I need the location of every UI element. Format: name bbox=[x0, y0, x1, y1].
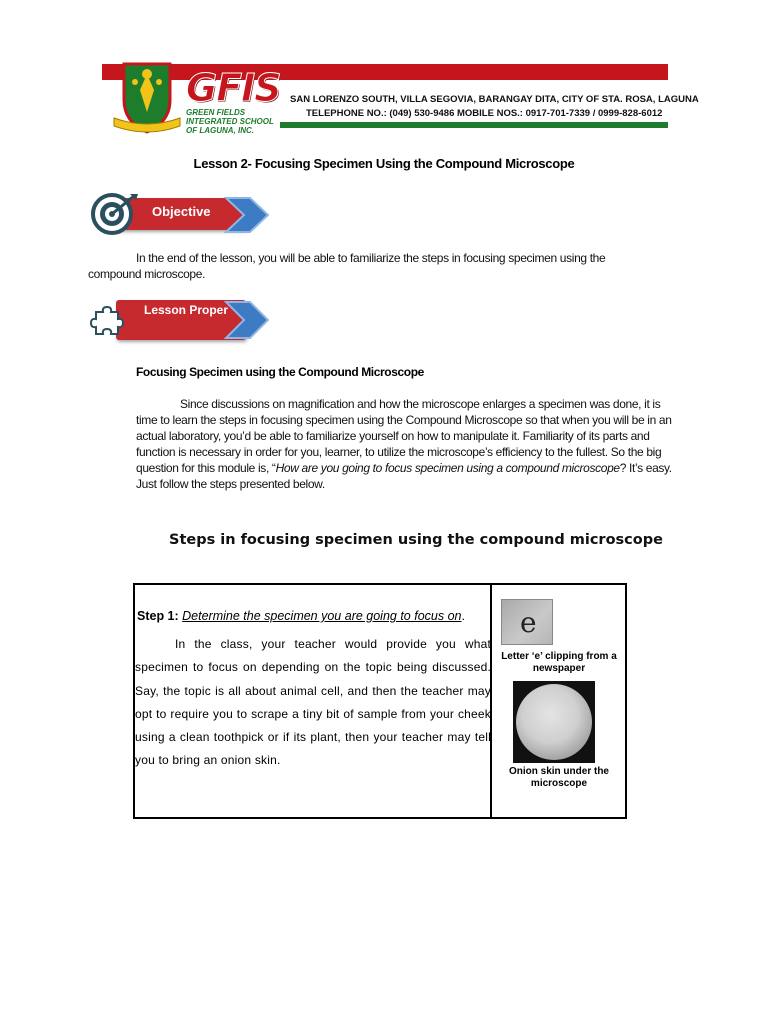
school-header bbox=[102, 60, 699, 135]
school-telephone: TELEPHONE NO.: (049) 530-9486 MOBILE NOS.: 0917-701-7339 / 0999-828-6012 bbox=[306, 108, 663, 119]
chevron-right-icon bbox=[224, 300, 272, 340]
step-body: In the class, your teacher would provide you what specimen to focus on depending on the topic being discussed. Say, the topic is all about animal cell, and then the teacher may opt to require you to scrape a tiny bit of sample from your cheek using a clean toothpick or if its plant, then your teacher may tell you to bring an onion skin. bbox=[135, 637, 491, 768]
school-name: GREEN FIELDS INTEGRATED SCHOOL OF LAGUNA, INC. bbox=[186, 108, 274, 135]
step-label: Step 1 bbox=[137, 609, 175, 623]
objective-banner bbox=[90, 192, 280, 236]
school-address: SAN LORENZO SOUTH, VILLA SEGOVIA, BARANGAY DITA, CITY OF STA. ROSA, LAGUNA bbox=[290, 94, 699, 105]
letter-e-glyph: e bbox=[520, 606, 537, 639]
letter-e-caption: Letter ‘e’ clipping from a newspaper bbox=[501, 651, 617, 674]
school-crest-logo bbox=[110, 60, 184, 134]
lesson-proper-label: Lesson Proper bbox=[144, 303, 229, 317]
step-table bbox=[133, 583, 627, 819]
objective-text: In the end of the lesson, you will be able to familiarize the steps in focusing specimen using the compound microscope. bbox=[88, 251, 606, 281]
paragraph-text: Since discussions on magnification and how the microscope enlarges a specimen was done, it is time to learn the steps in focusing specimen using the Compound Microscope so that when you will be in an actual laboratory, you’d be able to familiarize yourself on how to manipulate it. Familiarity of its parts and function is necessary in order for you, learner, to utilize the microscope’s efficiency to the fullest. So the big question for this module is, “ bbox=[136, 397, 672, 475]
step-title: Determine the specimen you are going to focus on bbox=[182, 609, 462, 623]
onion-skin-caption: Onion skin under the microscope bbox=[508, 766, 609, 789]
steps-title: Steps in focusing specimen using the compound microscope bbox=[169, 532, 663, 548]
lesson-title: Lesson 2- Focusing Specimen Using the Compound Microscope bbox=[193, 156, 575, 171]
letter-e-image bbox=[501, 599, 553, 645]
puzzle-icon bbox=[90, 304, 124, 338]
lesson-proper-banner bbox=[90, 296, 280, 340]
target-icon bbox=[90, 192, 140, 236]
school-logo-text: GFIS bbox=[186, 66, 281, 110]
header-green-band bbox=[280, 122, 668, 128]
onion-skin-image bbox=[513, 681, 595, 763]
paragraph-question: How are you going to focus specimen using a compound microscope bbox=[275, 461, 620, 475]
chevron-right-icon bbox=[224, 196, 272, 234]
paragraph-text-end: ? It’s easy. Just follow the steps presented below. bbox=[136, 461, 672, 491]
step-heading: Step 1: Determine the specimen you are going to focus on. bbox=[137, 609, 465, 623]
objective-label: Objective bbox=[152, 204, 211, 219]
lesson-paragraph bbox=[136, 396, 682, 492]
section-subheading: Focusing Specimen using the Compound Microscope bbox=[136, 365, 424, 379]
